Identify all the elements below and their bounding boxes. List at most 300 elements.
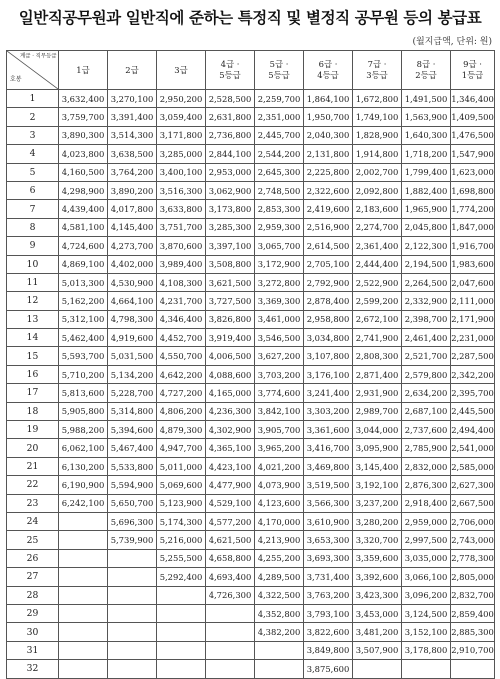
salary-cell: 3,095,900: [353, 439, 402, 457]
salary-cell: 2,002,700: [353, 163, 402, 181]
salary-cell: 2,627,300: [451, 476, 495, 494]
table-row: [7, 145, 495, 163]
empty-cell: [59, 623, 108, 641]
salary-cell: 4,529,100: [206, 494, 255, 512]
salary-cell: 3,989,400: [157, 255, 206, 273]
salary-cell: 1,914,800: [353, 145, 402, 163]
salary-cell: 4,088,600: [206, 365, 255, 383]
salary-cell: 2,808,300: [353, 347, 402, 365]
salary-cell: 3,610,900: [304, 512, 353, 530]
salary-cell: 1,749,100: [353, 108, 402, 126]
salary-cell: 2,885,300: [451, 623, 495, 641]
salary-cell: 2,958,800: [304, 310, 353, 328]
salary-cell: 2,706,000: [451, 512, 495, 530]
salary-cell: 5,394,600: [108, 421, 157, 439]
table-row: [7, 660, 495, 678]
table-row: [7, 90, 495, 108]
salary-cell: 2,989,700: [353, 402, 402, 420]
salary-cell: 1,882,400: [402, 181, 451, 199]
salary-cell: 3,759,700: [59, 108, 108, 126]
salary-cell: 3,731,400: [304, 568, 353, 586]
salary-cell: 2,522,900: [353, 273, 402, 291]
salary-cell: 2,419,600: [304, 200, 353, 218]
salary-cell: 2,131,800: [304, 145, 353, 163]
grade-header: [206, 51, 255, 90]
salary-cell: 2,737,600: [402, 421, 451, 439]
salary-cell: 2,444,400: [353, 255, 402, 273]
salary-cell: 3,400,100: [157, 163, 206, 181]
empty-cell: [206, 604, 255, 622]
grade-header: [157, 51, 206, 90]
grade-header-line: 3급: [174, 64, 188, 75]
salary-cell: 2,171,900: [451, 310, 495, 328]
salary-cell: 5,533,800: [108, 457, 157, 475]
corner-top-label: 계급 · 직무등급: [19, 53, 56, 60]
table-row: [7, 218, 495, 236]
step-cell: 25: [7, 531, 59, 549]
grade-header-line: 3등급: [366, 70, 388, 80]
salary-cell: 2,040,300: [304, 126, 353, 144]
salary-cell: 3,178,800: [402, 641, 451, 659]
salary-cell: 2,225,800: [304, 163, 353, 181]
salary-cell: 2,792,900: [304, 273, 353, 291]
salary-cell: 2,579,800: [402, 365, 451, 383]
salary-cell: 4,023,800: [59, 145, 108, 163]
salary-cell: 3,285,000: [157, 145, 206, 163]
salary-cell: 3,514,300: [108, 126, 157, 144]
empty-cell: [108, 623, 157, 641]
step-cell: 12: [7, 292, 59, 310]
salary-cell: 3,627,200: [255, 347, 304, 365]
page-title: 일반직공무원과 일반직에 준하는 특정직 및 별정직 공무원 등의 봉급표: [18, 9, 482, 27]
table-row: [7, 255, 495, 273]
salary-cell: 2,111,000: [451, 292, 495, 310]
salary-cell: 2,748,500: [255, 181, 304, 199]
salary-cell: 3,065,700: [255, 237, 304, 255]
salary-cell: 3,461,000: [255, 310, 304, 328]
salary-cell: 3,763,200: [304, 586, 353, 604]
salary-cell: 2,045,800: [402, 218, 451, 236]
salary-cell: 3,508,800: [206, 255, 255, 273]
salary-cell: 2,494,400: [451, 421, 495, 439]
empty-cell: [59, 512, 108, 530]
salary-cell: 2,859,400: [451, 604, 495, 622]
empty-cell: [206, 623, 255, 641]
salary-cell: 2,918,400: [402, 494, 451, 512]
salary-cell: 4,693,400: [206, 568, 255, 586]
salary-cell: 3,303,200: [304, 402, 353, 420]
salary-cell: 3,272,800: [255, 273, 304, 291]
salary-cell: 4,352,800: [255, 604, 304, 622]
salary-cell: 3,241,400: [304, 384, 353, 402]
salary-cell: 2,878,400: [304, 292, 353, 310]
corner-header-cell: [7, 51, 59, 90]
grade-header-line: 6급 ·: [318, 59, 338, 69]
step-cell: 8: [7, 218, 59, 236]
salary-cell: 2,634,200: [402, 384, 451, 402]
salary-cell: 4,255,200: [255, 549, 304, 567]
salary-cell: 3,392,600: [353, 568, 402, 586]
salary-cell: 1,916,700: [451, 237, 495, 255]
salary-cell: 4,145,400: [108, 218, 157, 236]
salary-cell: 3,361,600: [304, 421, 353, 439]
salary-cell: 2,544,200: [255, 145, 304, 163]
salary-cell: 2,351,000: [255, 108, 304, 126]
grade-header: [255, 51, 304, 90]
table-row: [7, 163, 495, 181]
salary-cell: 3,919,400: [206, 329, 255, 347]
salary-cell: 4,346,400: [157, 310, 206, 328]
salary-cell: 2,264,500: [402, 273, 451, 291]
step-cell: 13: [7, 310, 59, 328]
salary-cell: 2,953,000: [206, 163, 255, 181]
step-cell: 7: [7, 200, 59, 218]
salary-cell: 4,642,200: [157, 365, 206, 383]
salary-cell: 3,727,500: [206, 292, 255, 310]
salary-cell: 4,724,600: [59, 237, 108, 255]
salary-cell: 1,640,300: [402, 126, 451, 144]
salary-cell: 5,255,500: [157, 549, 206, 567]
salary-cell: 3,171,800: [157, 126, 206, 144]
empty-cell: [59, 531, 108, 549]
step-cell: 19: [7, 421, 59, 439]
empty-cell: [157, 641, 206, 659]
grade-header-line: 2등급: [415, 70, 437, 80]
salary-cell: 4,577,200: [206, 512, 255, 530]
salary-cell: 2,183,600: [353, 200, 402, 218]
salary-cell: 3,703,200: [255, 365, 304, 383]
salary-cell: 2,959,300: [255, 218, 304, 236]
step-cell: 20: [7, 439, 59, 457]
salary-cell: 4,530,900: [108, 273, 157, 291]
table-row: [7, 292, 495, 310]
table-row: [7, 402, 495, 420]
salary-cell: 2,092,800: [353, 181, 402, 199]
salary-cell: 1,950,700: [304, 108, 353, 126]
table-row: [7, 181, 495, 199]
table-row: [7, 549, 495, 567]
salary-cell: 2,853,300: [255, 200, 304, 218]
salary-cell: 3,397,100: [206, 237, 255, 255]
salary-cell: 2,844,100: [206, 145, 255, 163]
salary-cell: 6,242,100: [59, 494, 108, 512]
empty-cell: [59, 604, 108, 622]
empty-cell: [451, 660, 495, 678]
salary-cell: 3,066,100: [402, 568, 451, 586]
salary-cell: 3,638,500: [108, 145, 157, 163]
salary-cell: 3,546,500: [255, 329, 304, 347]
step-cell: 4: [7, 145, 59, 163]
salary-cell: 2,778,300: [451, 549, 495, 567]
salary-cell: 3,359,600: [353, 549, 402, 567]
salary-cell: 4,160,500: [59, 163, 108, 181]
salary-cell: 2,461,400: [402, 329, 451, 347]
salary-cell: 2,398,700: [402, 310, 451, 328]
salary-cell: 2,322,600: [304, 181, 353, 199]
salary-cell: 3,062,900: [206, 181, 255, 199]
salary-cell: 1,623,000: [451, 163, 495, 181]
step-cell: 22: [7, 476, 59, 494]
salary-cell: 1,698,800: [451, 181, 495, 199]
salary-cell: 4,550,700: [157, 347, 206, 365]
unit-note: (월지급액, 단위: 원): [412, 37, 492, 47]
empty-cell: [157, 623, 206, 641]
salary-cell: 2,667,500: [451, 494, 495, 512]
salary-cell: 3,469,800: [304, 457, 353, 475]
salary-cell: 4,213,900: [255, 531, 304, 549]
salary-cell: 2,528,500: [206, 90, 255, 108]
step-cell: 6: [7, 181, 59, 199]
salary-cell: 3,145,400: [353, 457, 402, 475]
salary-cell: 3,693,300: [304, 549, 353, 567]
salary-cell: 3,842,100: [255, 402, 304, 420]
empty-cell: [108, 586, 157, 604]
salary-cell: 1,718,200: [402, 145, 451, 163]
table-row: [7, 604, 495, 622]
salary-table: [6, 50, 495, 679]
grade-header-line: 5급 ·: [269, 59, 289, 69]
salary-cell: 2,741,900: [353, 329, 402, 347]
step-cell: 24: [7, 512, 59, 530]
salary-cell: 4,919,600: [108, 329, 157, 347]
grade-header: [353, 51, 402, 90]
salary-cell: 4,402,000: [108, 255, 157, 273]
grade-header: [304, 51, 353, 90]
table-row: [7, 310, 495, 328]
salary-cell: 3,124,500: [402, 604, 451, 622]
salary-cell: 3,107,800: [304, 347, 353, 365]
step-cell: 28: [7, 586, 59, 604]
salary-cell: 5,216,000: [157, 531, 206, 549]
step-cell: 2: [7, 108, 59, 126]
corner-bottom-label: 호봉: [10, 76, 22, 83]
salary-cell: 3,270,100: [108, 90, 157, 108]
salary-cell: 3,453,000: [353, 604, 402, 622]
salary-cell: 5,905,800: [59, 402, 108, 420]
step-cell: 23: [7, 494, 59, 512]
salary-cell: 5,988,200: [59, 421, 108, 439]
table-row: [7, 273, 495, 291]
table-row: [7, 457, 495, 475]
salary-cell: 2,785,900: [402, 439, 451, 457]
salary-cell: 2,342,200: [451, 365, 495, 383]
salary-cell: 4,006,500: [206, 347, 255, 365]
grade-header-line: 4등급: [317, 70, 339, 80]
step-cell: 15: [7, 347, 59, 365]
salary-cell: 1,774,200: [451, 200, 495, 218]
salary-cell: 1,864,100: [304, 90, 353, 108]
grade-header: [402, 51, 451, 90]
salary-cell: 5,013,300: [59, 273, 108, 291]
salary-cell: 3,826,800: [206, 310, 255, 328]
salary-cell: 4,073,900: [255, 476, 304, 494]
salary-cell: 3,653,300: [304, 531, 353, 549]
salary-cell: 4,439,400: [59, 200, 108, 218]
salary-cell: 4,621,500: [206, 531, 255, 549]
salary-cell: 2,445,500: [451, 402, 495, 420]
salary-cell: 3,391,400: [108, 108, 157, 126]
salary-cell: 3,751,700: [157, 218, 206, 236]
salary-cell: 3,035,000: [402, 549, 451, 567]
salary-cell: 2,332,900: [402, 292, 451, 310]
salary-cell: 1,547,900: [451, 145, 495, 163]
grade-header: [108, 51, 157, 90]
salary-cell: 3,237,200: [353, 494, 402, 512]
salary-cell: 2,395,700: [451, 384, 495, 402]
salary-cell: 3,890,200: [108, 181, 157, 199]
salary-cell: 4,947,700: [157, 439, 206, 457]
salary-cell: 5,134,200: [108, 365, 157, 383]
salary-cell: 3,793,100: [304, 604, 353, 622]
salary-cell: 2,599,200: [353, 292, 402, 310]
salary-cell: 3,621,500: [206, 273, 255, 291]
salary-cell: 3,416,700: [304, 439, 353, 457]
grade-header-line: 1급: [76, 64, 90, 75]
table-row: [7, 421, 495, 439]
salary-cell: 3,822,600: [304, 623, 353, 641]
table-body: [7, 90, 495, 679]
step-cell: 18: [7, 402, 59, 420]
salary-cell: 2,194,500: [402, 255, 451, 273]
salary-cell: 2,231,000: [451, 329, 495, 347]
step-cell: 5: [7, 163, 59, 181]
empty-cell: [59, 568, 108, 586]
table-row: [7, 347, 495, 365]
step-cell: 11: [7, 273, 59, 291]
step-cell: 17: [7, 384, 59, 402]
salary-cell: 4,236,300: [206, 402, 255, 420]
table-row: [7, 476, 495, 494]
salary-cell: 3,173,800: [206, 200, 255, 218]
grade-header: [451, 51, 495, 90]
salary-cell: 3,034,800: [304, 329, 353, 347]
salary-cell: 5,462,400: [59, 329, 108, 347]
salary-cell: 4,298,900: [59, 181, 108, 199]
salary-cell: 2,521,700: [402, 347, 451, 365]
salary-cell: 1,563,900: [402, 108, 451, 126]
salary-cell: 4,879,300: [157, 421, 206, 439]
salary-cell: 3,870,600: [157, 237, 206, 255]
table-row: [7, 200, 495, 218]
salary-cell: 4,658,800: [206, 549, 255, 567]
salary-cell: 1,965,900: [402, 200, 451, 218]
salary-cell: 4,452,700: [157, 329, 206, 347]
salary-cell: 3,176,100: [304, 365, 353, 383]
salary-cell: 3,566,300: [304, 494, 353, 512]
salary-cell: 4,108,300: [157, 273, 206, 291]
table-row: [7, 531, 495, 549]
salary-cell: 4,170,000: [255, 512, 304, 530]
step-cell: 30: [7, 623, 59, 641]
salary-cell: 3,764,200: [108, 163, 157, 181]
empty-cell: [108, 660, 157, 678]
salary-cell: 5,696,300: [108, 512, 157, 530]
grade-header-line: 1등급: [461, 70, 484, 80]
salary-cell: 6,130,200: [59, 457, 108, 475]
empty-cell: [59, 549, 108, 567]
step-cell: 9: [7, 237, 59, 255]
salary-cell: 5,123,900: [157, 494, 206, 512]
salary-cell: 4,869,100: [59, 255, 108, 273]
salary-cell: 2,516,900: [304, 218, 353, 236]
salary-cell: 3,096,200: [402, 586, 451, 604]
salary-cell: 2,672,100: [353, 310, 402, 328]
salary-cell: 4,322,500: [255, 586, 304, 604]
salary-cell: 4,365,100: [206, 439, 255, 457]
step-cell: 3: [7, 126, 59, 144]
salary-cell: 4,021,200: [255, 457, 304, 475]
salary-cell: 4,806,200: [157, 402, 206, 420]
salary-cell: 2,259,700: [255, 90, 304, 108]
salary-cell: 3,633,800: [157, 200, 206, 218]
empty-cell: [108, 568, 157, 586]
salary-cell: 5,162,200: [59, 292, 108, 310]
step-cell: 32: [7, 660, 59, 678]
empty-cell: [255, 641, 304, 659]
salary-cell: 2,997,500: [402, 531, 451, 549]
salary-cell: 2,950,200: [157, 90, 206, 108]
header-row: [7, 51, 495, 90]
salary-cell: 1,983,600: [451, 255, 495, 273]
grade-header-line: 9급 ·: [463, 59, 482, 69]
salary-cell: 1,476,500: [451, 126, 495, 144]
salary-cell: 5,228,700: [108, 384, 157, 402]
salary-cell: 2,910,700: [451, 641, 495, 659]
grade-header-line: 8급 ·: [416, 59, 436, 69]
salary-cell: 4,798,300: [108, 310, 157, 328]
salary-cell: 3,519,500: [304, 476, 353, 494]
salary-cell: 1,828,900: [353, 126, 402, 144]
salary-cell: 1,799,400: [402, 163, 451, 181]
salary-cell: 1,409,500: [451, 108, 495, 126]
salary-cell: 5,710,200: [59, 365, 108, 383]
salary-cell: 2,631,800: [206, 108, 255, 126]
salary-cell: 5,467,400: [108, 439, 157, 457]
step-cell: 27: [7, 568, 59, 586]
salary-cell: 4,273,700: [108, 237, 157, 255]
salary-cell: 3,965,200: [255, 439, 304, 457]
grade-header-line: 2급: [125, 64, 139, 75]
salary-cell: 5,314,800: [108, 402, 157, 420]
step-cell: 26: [7, 549, 59, 567]
step-cell: 29: [7, 604, 59, 622]
salary-cell: 3,481,200: [353, 623, 402, 641]
table-row: [7, 586, 495, 604]
salary-cell: 2,876,300: [402, 476, 451, 494]
salary-cell: 3,369,300: [255, 292, 304, 310]
salary-cell: 5,011,000: [157, 457, 206, 475]
salary-cell: 3,849,800: [304, 641, 353, 659]
salary-cell: 4,382,200: [255, 623, 304, 641]
grade-header-line: 5등급: [219, 70, 241, 80]
salary-cell: 3,172,900: [255, 255, 304, 273]
salary-cell: 2,361,400: [353, 237, 402, 255]
salary-cell: 5,312,100: [59, 310, 108, 328]
empty-cell: [108, 641, 157, 659]
table-row: [7, 641, 495, 659]
salary-cell: 5,594,900: [108, 476, 157, 494]
table-row: [7, 237, 495, 255]
salary-cell: 3,632,400: [59, 90, 108, 108]
grade-header-line: 5등급: [268, 70, 290, 80]
salary-cell: 4,727,200: [157, 384, 206, 402]
salary-cell: 3,192,100: [353, 476, 402, 494]
salary-cell: 3,905,700: [255, 421, 304, 439]
salary-cell: 1,672,800: [353, 90, 402, 108]
salary-cell: 4,289,500: [255, 568, 304, 586]
salary-cell: 2,871,400: [353, 365, 402, 383]
salary-cell: 2,832,000: [402, 457, 451, 475]
